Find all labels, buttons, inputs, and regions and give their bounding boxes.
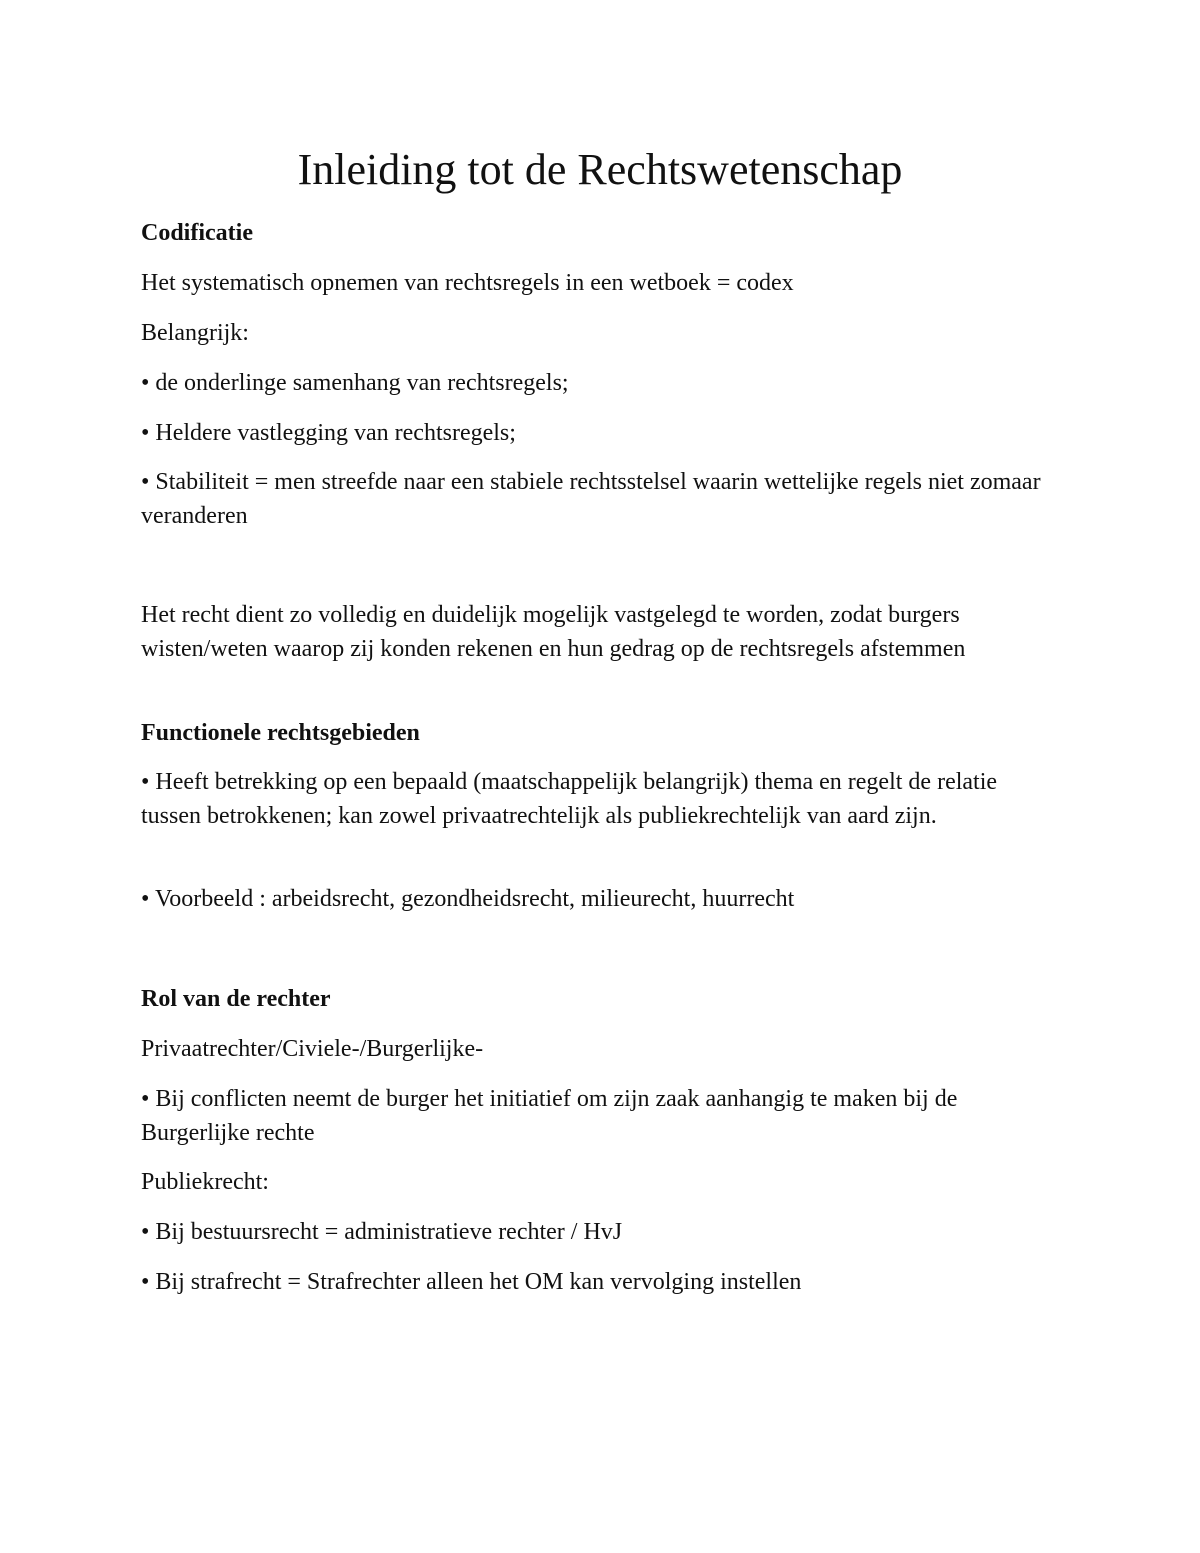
codificatie-paragraph: Het recht dient zo volledig en duidelijk mogelijk vastgelegd te worden, zodat burgers wisten/weten waarop zij konden rekenen en hun gedrag op de rechtsregels afstemmen (141, 602, 966, 662)
document-title: Inleiding tot de Rechtswetenschap (297, 145, 903, 194)
list-item (141, 1215, 1061, 1249)
public-label: Publiekrecht: (141, 1169, 269, 1195)
bullet-icon: • (141, 1219, 150, 1245)
list-item-text: Bij bestuursrecht = administratieve rechter / HvJ (155, 1219, 623, 1245)
list-item (141, 765, 1061, 833)
important-label: Belangrijk: (141, 320, 249, 346)
list-item (141, 882, 1061, 916)
list-item-text: Bij conflicten neemt de burger het initiatief om zijn zaak aanhangig te maken bij de Burgerlijke rechte (141, 1086, 958, 1146)
bullet-icon: • (141, 420, 150, 446)
bullet-icon: • (141, 886, 150, 912)
list-item (141, 416, 1061, 450)
list-item-text: Stabiliteit = men streefde naar een stabiele rechtsstelsel waarin wettelijke regels niet zomaar veranderen (141, 469, 1041, 529)
list-item (141, 1265, 1061, 1299)
bullet-icon: • (141, 1269, 150, 1295)
list-item-text: Heldere vastlegging van rechtsregels; (155, 420, 516, 446)
list-item-text: de onderlinge samenhang van rechtsregels; (155, 370, 569, 396)
list-item-text: Heeft betrekking op een bepaald (maatschappelijk belangrijk) thema en regelt de relatie tussen betrokkenen; kan zowel privaatrechtelijk als publiekrechtelijk van aard zijn. (141, 769, 998, 829)
section-heading-rol-rechter: Rol van de rechter (141, 986, 331, 1012)
private-label: Privaatrechter/Civiele-/Burgerlijke- (141, 1036, 484, 1062)
list-item (141, 1082, 1061, 1150)
list-item (141, 366, 1061, 400)
bullet-icon: • (141, 1086, 150, 1112)
section-heading-codificatie: Codificatie (141, 220, 253, 246)
codificatie-definition: Het systematisch opnemen van rechtsregels in een wetboek = codex (141, 270, 794, 296)
list-item-text: Voorbeeld : arbeidsrecht, gezondheidsrecht, milieurecht, huurrecht (154, 886, 795, 912)
bullet-icon: • (141, 469, 150, 495)
list-item-text: Bij strafrecht = Strafrechter alleen het OM kan vervolging instellen (155, 1269, 802, 1295)
bullet-icon: • (141, 769, 150, 795)
bullet-icon: • (141, 370, 150, 396)
list-item (141, 465, 1061, 533)
section-heading-functionele: Functionele rechtsgebieden (141, 720, 420, 746)
